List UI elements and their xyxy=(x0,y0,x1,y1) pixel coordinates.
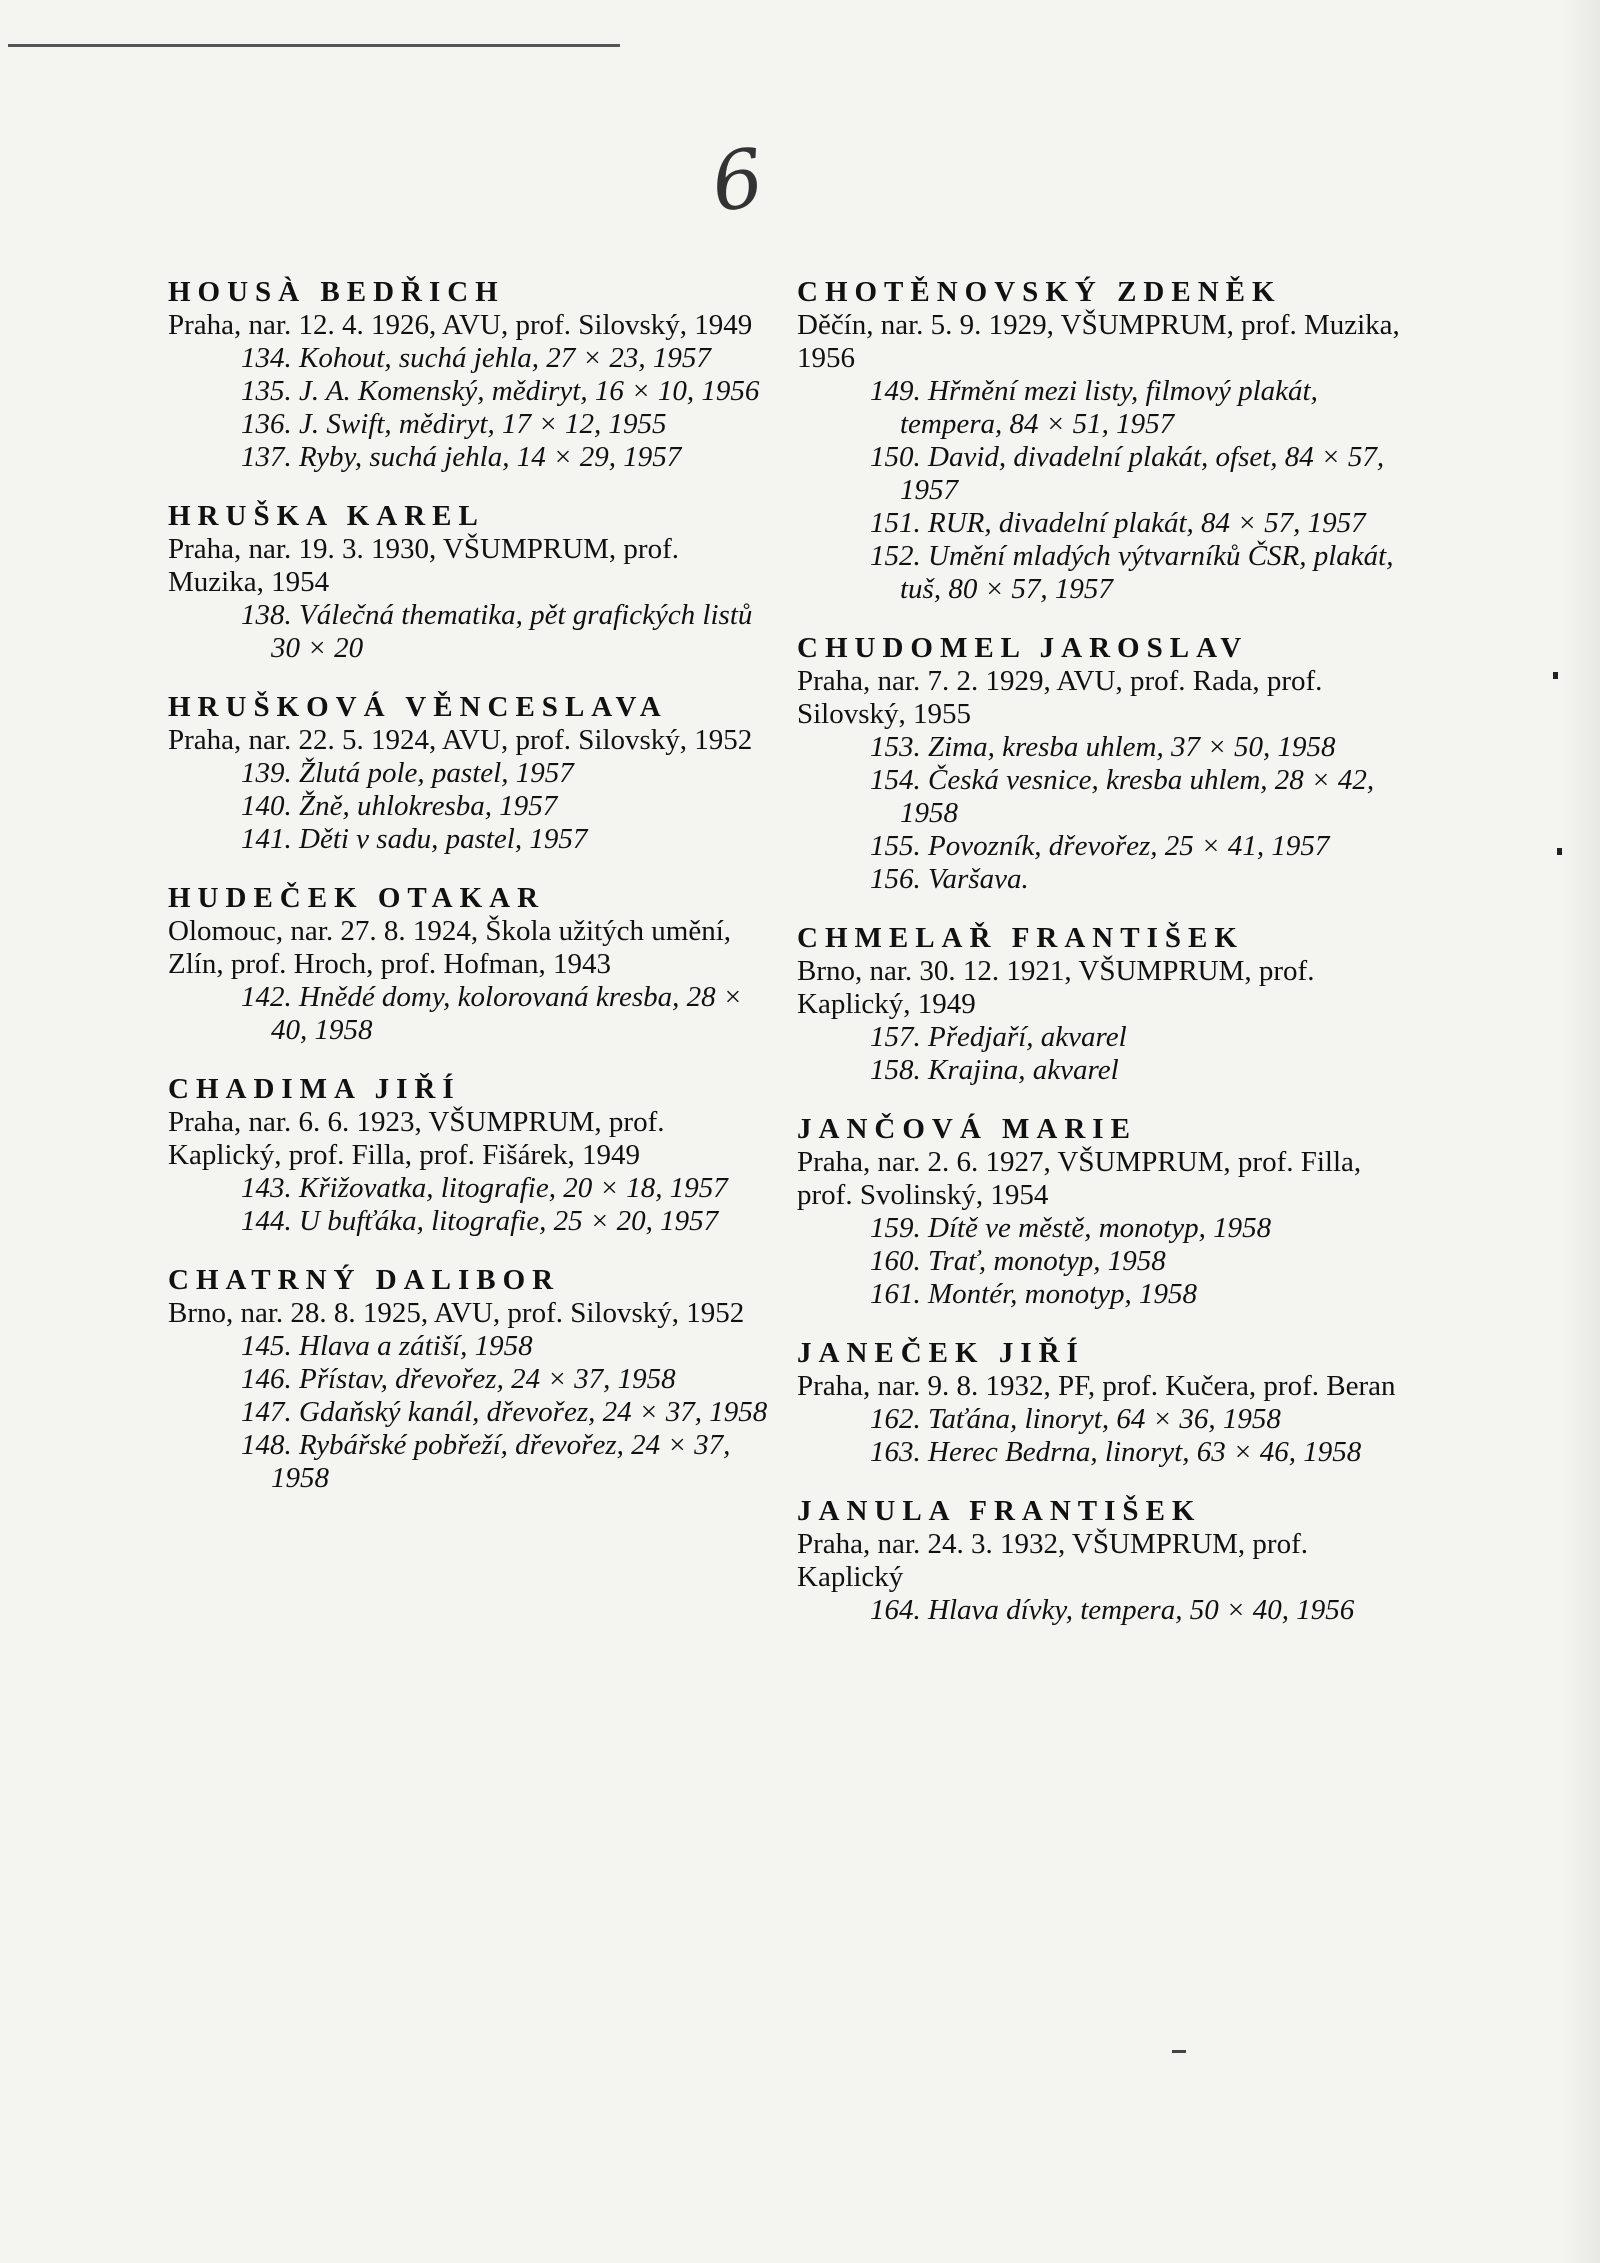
top-rule xyxy=(8,44,620,47)
artist-bio: Praha, nar. 9. 8. 1932, PF, prof. Kučera, prof. Beran xyxy=(797,1370,1396,1402)
artist-name: CHUDOMEL JAROSLAV xyxy=(797,632,1249,664)
artist-entry xyxy=(168,1264,768,1495)
artist-entry xyxy=(168,500,768,665)
works-list xyxy=(797,1403,1407,1469)
artist-name: CHMELAŘ FRANTIŠEK xyxy=(797,922,1244,954)
artist-entry xyxy=(797,632,1407,896)
work-item: 144. U bufťáka, litografie, 25 × 20, 1957 xyxy=(241,1205,719,1237)
work-item: 140. Žně, uhlokresba, 1957 xyxy=(241,790,558,822)
works-list xyxy=(168,1330,768,1495)
artist-entry xyxy=(168,276,768,474)
work-item: 142. Hnědé domy, kolorovaná kresba, 28 × 40, 1958 xyxy=(241,981,743,1046)
works-list xyxy=(168,1172,768,1238)
work-item: 155. Povozník, dřevořez, 25 × 41, 1957 xyxy=(870,830,1330,862)
page-edge-shadow xyxy=(1560,0,1600,2263)
work-item: 138. Válečná thematika, pět grafických listů 30 × 20 xyxy=(241,599,753,664)
handwritten-page-number: 6 xyxy=(705,130,770,231)
artist-name: CHATRNÝ DALIBOR xyxy=(168,1264,561,1296)
artist-name: HOUSÀ BEDŘICH xyxy=(168,276,505,308)
artist-bio: Praha, nar. 22. 5. 1924, AVU, prof. Silovský, 1952 xyxy=(168,724,753,756)
artist-bio: Olomouc, nar. 27. 8. 1924, Škola užitých umění, Zlín, prof. Hroch, prof. Hofman, 1943 xyxy=(168,915,732,980)
artist-bio: Praha, nar. 6. 6. 1923, VŠUMPRUM, prof. Kaplický, prof. Filla, prof. Fišárek, 1949 xyxy=(168,1106,665,1171)
artist-name: HRUŠKOVÁ VĚNCESLAVA xyxy=(168,691,668,723)
work-item: 159. Dítě ve městě, monotyp, 1958 xyxy=(870,1212,1272,1244)
work-item: 141. Děti v sadu, pastel, 1957 xyxy=(241,823,588,855)
artist-bio: Praha, nar. 12. 4. 1926, AVU, prof. Silovský, 1949 xyxy=(168,309,753,341)
works-list xyxy=(797,375,1407,606)
artist-bio: Praha, nar. 24. 3. 1932, VŠUMPRUM, prof. Kaplický xyxy=(797,1528,1308,1593)
work-item: 161. Montér, monotyp, 1958 xyxy=(870,1278,1198,1310)
artist-name: CHOTĚNOVSKÝ ZDENĚK xyxy=(797,276,1282,308)
work-item: 135. J. A. Komenský, mědiryt, 16 × 10, 1956 xyxy=(241,375,760,407)
works-list xyxy=(168,981,768,1047)
work-item: 136. J. Swift, mědiryt, 17 × 12, 1955 xyxy=(241,408,667,440)
left-column xyxy=(168,276,768,1521)
works-list xyxy=(797,1212,1407,1311)
works-list xyxy=(797,731,1407,896)
artist-entry xyxy=(797,1113,1407,1311)
stray-mark xyxy=(1557,848,1562,855)
works-list xyxy=(797,1594,1407,1627)
artist-entry xyxy=(168,882,768,1047)
artist-bio: Děčín, nar. 5. 9. 1929, VŠUMPRUM, prof. Muzika, 1956 xyxy=(797,309,1400,374)
artist-entry xyxy=(797,1495,1407,1627)
stray-mark xyxy=(1553,672,1558,679)
artist-name: CHADIMA JIŘÍ xyxy=(168,1073,461,1105)
artist-entry xyxy=(797,276,1407,606)
right-column xyxy=(797,276,1407,1653)
artist-name: HRUŠKA KAREL xyxy=(168,500,485,532)
work-item: 150. David, divadelní plakát, ofset, 84 × 57, 1957 xyxy=(870,441,1385,506)
work-item: 163. Herec Bedrna, linoryt, 63 × 46, 1958 xyxy=(870,1436,1362,1468)
work-item: 147. Gdaňský kanál, dřevořez, 24 × 37, 1958 xyxy=(241,1396,768,1428)
work-item: 139. Žlutá pole, pastel, 1957 xyxy=(241,757,574,789)
artist-name: JANČOVÁ MARIE xyxy=(797,1113,1137,1145)
works-list xyxy=(168,599,768,665)
work-item: 157. Předjaří, akvarel xyxy=(870,1021,1127,1053)
work-item: 162. Taťána, linoryt, 64 × 36, 1958 xyxy=(870,1403,1281,1435)
artist-entry xyxy=(168,691,768,856)
work-item: 146. Přístav, dřevořez, 24 × 37, 1958 xyxy=(241,1363,676,1395)
works-list xyxy=(797,1021,1407,1087)
work-item: 158. Krajina, akvarel xyxy=(870,1054,1119,1086)
work-item: 145. Hlava a zátiší, 1958 xyxy=(241,1330,533,1362)
artist-bio: Praha, nar. 2. 6. 1927, VŠUMPRUM, prof. Filla, prof. Svolinský, 1954 xyxy=(797,1146,1362,1211)
work-item: 154. Česká vesnice, kresba uhlem, 28 × 42, 1958 xyxy=(870,764,1375,829)
work-item: 164. Hlava dívky, tempera, 50 × 40, 1956 xyxy=(870,1594,1355,1626)
artist-entry xyxy=(797,922,1407,1087)
work-item: 160. Trať, monotyp, 1958 xyxy=(870,1245,1166,1277)
artist-bio: Praha, nar. 7. 2. 1929, AVU, prof. Rada, prof. Silovský, 1955 xyxy=(797,665,1323,730)
work-item: 137. Ryby, suchá jehla, 14 × 29, 1957 xyxy=(241,441,682,473)
artist-bio: Brno, nar. 28. 8. 1925, AVU, prof. Silovský, 1952 xyxy=(168,1297,745,1329)
work-item: 153. Zima, kresba uhlem, 37 × 50, 1958 xyxy=(870,731,1336,763)
works-list xyxy=(168,757,768,856)
work-item: 156. Varšava. xyxy=(870,863,1029,895)
artist-name: JANEČEK JIŘÍ xyxy=(797,1337,1085,1369)
artist-name: JANULA FRANTIŠEK xyxy=(797,1495,1202,1527)
work-item: 148. Rybářské pobřeží, dřevořez, 24 × 37, 1958 xyxy=(241,1429,731,1494)
work-item: 152. Umění mladých výtvarníků ČSR, plakát, tuš, 80 × 57, 1957 xyxy=(870,540,1394,605)
artist-name: HUDEČEK OTAKAR xyxy=(168,882,546,914)
artist-entry xyxy=(168,1073,768,1238)
work-item: 143. Křižovatka, litografie, 20 × 18, 1957 xyxy=(241,1172,728,1204)
work-item: 134. Kohout, suchá jehla, 27 × 23, 1957 xyxy=(241,342,711,374)
stray-mark xyxy=(1172,2050,1186,2053)
artist-bio: Praha, nar. 19. 3. 1930, VŠUMPRUM, prof. Muzika, 1954 xyxy=(168,533,679,598)
work-item: 151. RUR, divadelní plakát, 84 × 57, 1957 xyxy=(870,507,1366,539)
artist-bio: Brno, nar. 30. 12. 1921, VŠUMPRUM, prof. Kaplický, 1949 xyxy=(797,955,1315,1020)
artist-entry xyxy=(797,1337,1407,1469)
works-list xyxy=(168,342,768,474)
work-item: 149. Hřmění mezi listy, filmový plakát, tempera, 84 × 51, 1957 xyxy=(870,375,1318,440)
